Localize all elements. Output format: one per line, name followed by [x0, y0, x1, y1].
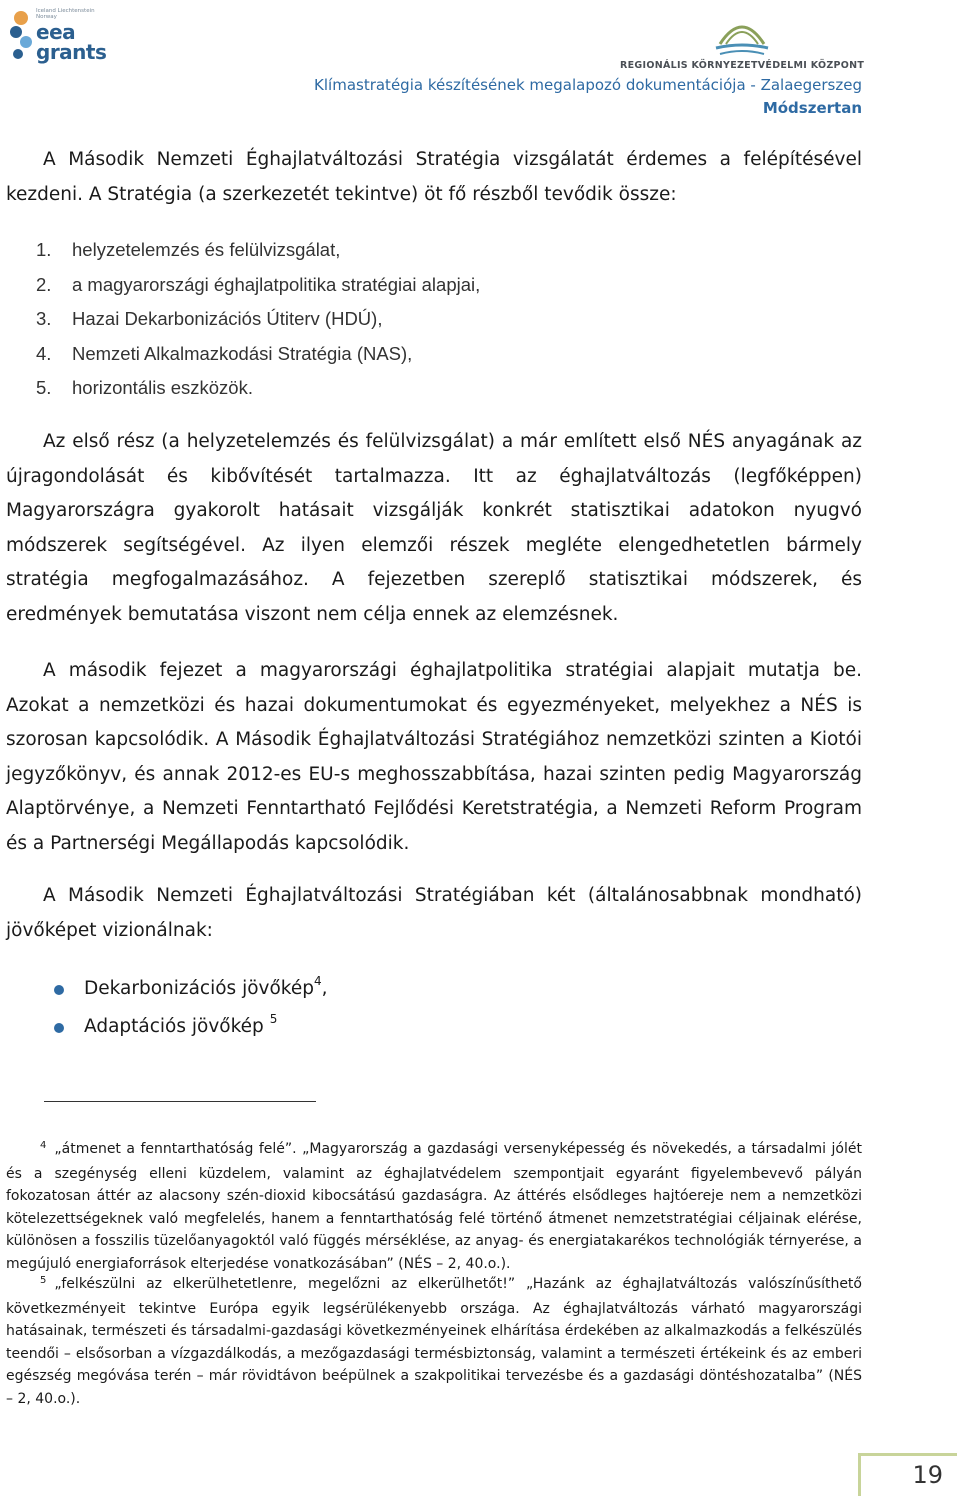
footnote-separator	[44, 1101, 316, 1102]
page-number: 19	[912, 1461, 943, 1489]
list-item: 2. a magyarországi éghajlatpolitika stratégiai alapjai,	[36, 273, 481, 295]
bullet-icon	[54, 1023, 64, 1033]
vision-list	[6, 970, 328, 1046]
document-header-title: Klímastratégia készítésének megalapozó dokumentációja - Zalaegerszeg	[314, 76, 862, 94]
list-item: 5. horizontális eszközök.	[36, 377, 253, 398]
paragraph-first-part: Az első rész (a helyzetelemzés és felülvizsgálat) a már említett első NÉS anyagának az újragondolását és kibővítését tartalmazza. Itt az éghajlatváltozás (legfőképpen) Magyarországra gyakorolt hatásait vizsgálják konkrét statisztikai adatokon nyugvó módszerek segítségével. Az ilyen elemzői részek megléte elengedhetetlen bármely stratégia megfogalmazásához. A fejezetben szereplő statisztikai módszerek, és eredmények bemutatása viszont nem célja ennek az elemzésnek.	[6, 431, 862, 625]
eea-grants-logo	[6, 8, 106, 66]
structure-list	[6, 233, 806, 406]
list-item: 3. Hazai Dekarbonizációs Útiterv (HDÚ),	[36, 308, 383, 329]
rkk-emblem-icon	[712, 14, 772, 58]
list-item: 4. Nemzeti Alkalmazkodási Stratégia (NAS),	[36, 342, 413, 364]
footnote-ref[interactable]: 4	[314, 973, 322, 988]
page-number-box	[858, 1453, 957, 1496]
eea-logo-icon	[6, 8, 36, 66]
bullet-icon	[54, 985, 64, 995]
rkk-name: REGIONÁLIS KÖRNYEZETVÉDELMI KÖZPONT	[620, 60, 865, 71]
footnote-ref[interactable]: 5	[269, 1011, 278, 1026]
eea-countries: Iceland Liechtenstein Norway	[36, 8, 95, 20]
document-header-subtitle: Módszertan	[762, 99, 862, 117]
intro-paragraph: A Második Nemzeti Éghajlatváltozási Stratégia vizsgálatát érdemes a felépítésével kezdeni. A Stratégia (a szerkezetét tekintve) öt fő részből tevődik össze:	[6, 149, 862, 205]
paragraph-second-chapter: A második fejezet a magyarországi éghajlatpolitika stratégiai alapjait mutatja be. Azokat a nemzetközi és hazai dokumentumokat és egyezményeket, melyekhez a NÉS is szorosan kapcsolódik. A Második Éghajlatváltozási Stratégiához nemzetközi szinten a Kiotói jegyzőkönyv, és annak 2012-es EU-s meghosszabbítása, hazai szinten pedig Magyarország Alaptörvénye, a Nemzeti Fenntartható Fejlődési Keretstratégia, a Nemzeti Reform Program és a Partnerségi Megállapodás kapcsolódik.	[6, 660, 862, 854]
rkk-logo	[620, 14, 865, 71]
footnote-5: $^5$ „felkészülni az elkerülhetetlenre, megelőzni az elkerülhetőt!” „Hazánk az éghajlatváltozás valószínűsíthető következményeit tekintve Európa egyik legsérülékenyebb országa. Az éghajlatváltozás várható magyarországi hatásainak, természeti és társadalmi-gazdasági következményeinek elhárítása érdekében az alkalmazkodás a felkészülés teendői – elsősorban a vízgazdálkodás, a mezőgazdasági termésbiztonság, valamint a természeti értékeink és az emberi egészség megóvása terén – már rövidtávon beépülnek a szakpolitikai tervezésbe és a gazdasági döntéshozatalba” (NÉS – 2, 40.o.).	[6, 1275, 862, 1407]
footnote-4: $^4$ „átmenet a fenntarthatóság felé”. „Magyarország a gazdasági versenyképesség és növekedés, a társadalmi jólét és a szegénység elleni küzdelem, valamint az éghajlatvédelem szempontjait egyaránt figyelembevevő pályán fokozatosan áttér az alacsony szén-dioxid kibocsátású gazdaságra. Az áttérés elsődleges hajtóereje nem a nemzetközi kötelezettségeknek való megfelelés, hanem a fenntarthatóság felé történő átmenet nemzetstratégiai céljainak elérése, különösen a fosszilis tüzelőanyagoktól való függés mérséklése, az anyag- és energiatakarékos technológiák térnyerése, a megújuló energiaforrások elterjedése vonatkozásában” (NÉS – 2, 40.o.).	[6, 1140, 862, 1272]
list-item: Dekarbonizációs jövőkép$^4$,	[6, 970, 328, 1008]
eea-logo-text: eea grants	[36, 20, 107, 64]
list-item: Adaptációs jövőkép $^5$	[6, 1008, 328, 1046]
list-item: 1. helyzetelemzés és felülvizsgálat,	[36, 239, 341, 260]
paragraph-visions: A Második Nemzeti Éghajlatváltozási Stratégiában két (általánosabbnak mondható) jövőképet vizionálnak:	[6, 885, 862, 941]
